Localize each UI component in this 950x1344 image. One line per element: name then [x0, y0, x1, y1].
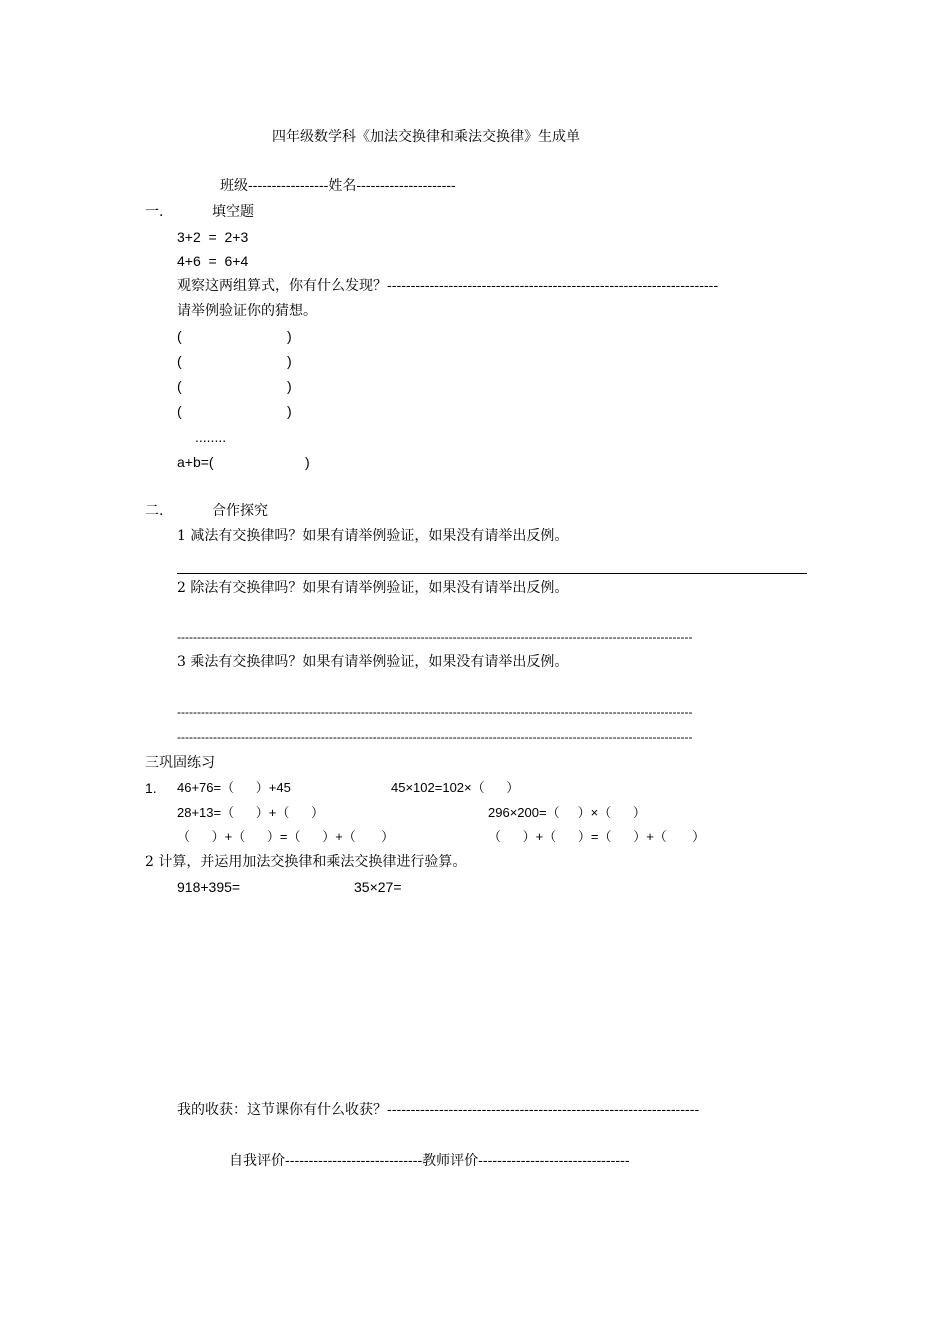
verify-prompt: 请举例验证你的猜想。: [177, 303, 317, 319]
exercise-row3-right: （ ）+（ ）=（ ）+（ ）: [488, 829, 706, 844]
calc-addition: 918+395=: [177, 879, 241, 895]
section1-number: 一.: [145, 204, 164, 220]
observe-question: 观察这两组算式，你有什么发现？----------------------------------------------------------------------: [177, 278, 719, 294]
section1-heading: 填空题: [212, 204, 254, 220]
class-name-line: 班级-----------------姓名---------------------: [220, 178, 456, 194]
paren-close-2: ): [287, 353, 292, 369]
exercise-row2-left: 28+13=（ ）+（ ）: [177, 805, 325, 820]
a-plus-b-left: a+b=(: [177, 454, 214, 470]
ellipsis-dots: ........: [195, 429, 227, 445]
answer-dash-line-2: ---------------------------------------------------------------------------------------------------------------------------------: [177, 705, 693, 719]
question-subtraction: 1 减法有交换律吗？如果有请举例验证，如果没有请举出反例。: [177, 528, 569, 544]
page-title: 四年级数学科《加法交换律和乘法交换律》生成单: [272, 129, 580, 145]
paren-open-4: (: [177, 403, 182, 419]
section2-heading: 合作探究: [212, 503, 268, 519]
exercise-1-number: 1.: [145, 780, 157, 796]
exercise-row1-right: 45×102=102×（ ）: [391, 780, 520, 795]
exercise-row1-left: 46+76=（ ）+45: [177, 780, 291, 795]
paren-open-2: (: [177, 353, 182, 369]
exercise-row2-right: 296×200=（ ）×（ ）: [488, 805, 646, 820]
calc-multiplication: 35×27=: [354, 879, 402, 895]
section2-number: 二.: [145, 503, 164, 519]
a-plus-b-right: ): [305, 454, 310, 470]
paren-open-1: (: [177, 328, 182, 344]
answer-dash-line-3: ---------------------------------------------------------------------------------------------------------------------------------: [177, 730, 693, 744]
section3-heading: 三巩固练习: [145, 755, 215, 771]
paren-close-1: ): [287, 328, 292, 344]
question-multiplication: 3 乘法有交换律吗？如果有请举例验证，如果没有请举出反例。: [177, 654, 569, 670]
answer-dash-line-1: ---------------------------------------------------------------------------------------------------------------------------------: [177, 630, 693, 644]
paren-open-3: (: [177, 378, 182, 394]
answer-line-1: [177, 573, 807, 574]
equation-2: 4+6 = 6+4: [177, 253, 249, 269]
exercise-row3-left: （ ）+（ ）=（ ）+（ ）: [177, 829, 395, 844]
question-division: 2 除法有交换律吗？如果有请举例验证，如果没有请举出反例。: [177, 580, 569, 596]
equation-1: 3+2 = 2+3: [177, 229, 249, 245]
harvest-question: 我的收获：这节课你有什么收获？------------------------------------------------------------------: [177, 1102, 700, 1118]
exercise-2-question: 2 计算，并运用加法交换律和乘法交换律进行验算。: [145, 854, 467, 870]
evaluation-line: 自我评价-----------------------------教师评价--------------------------------: [229, 1153, 630, 1169]
paren-close-4: ): [287, 403, 292, 419]
paren-close-3: ): [287, 378, 292, 394]
